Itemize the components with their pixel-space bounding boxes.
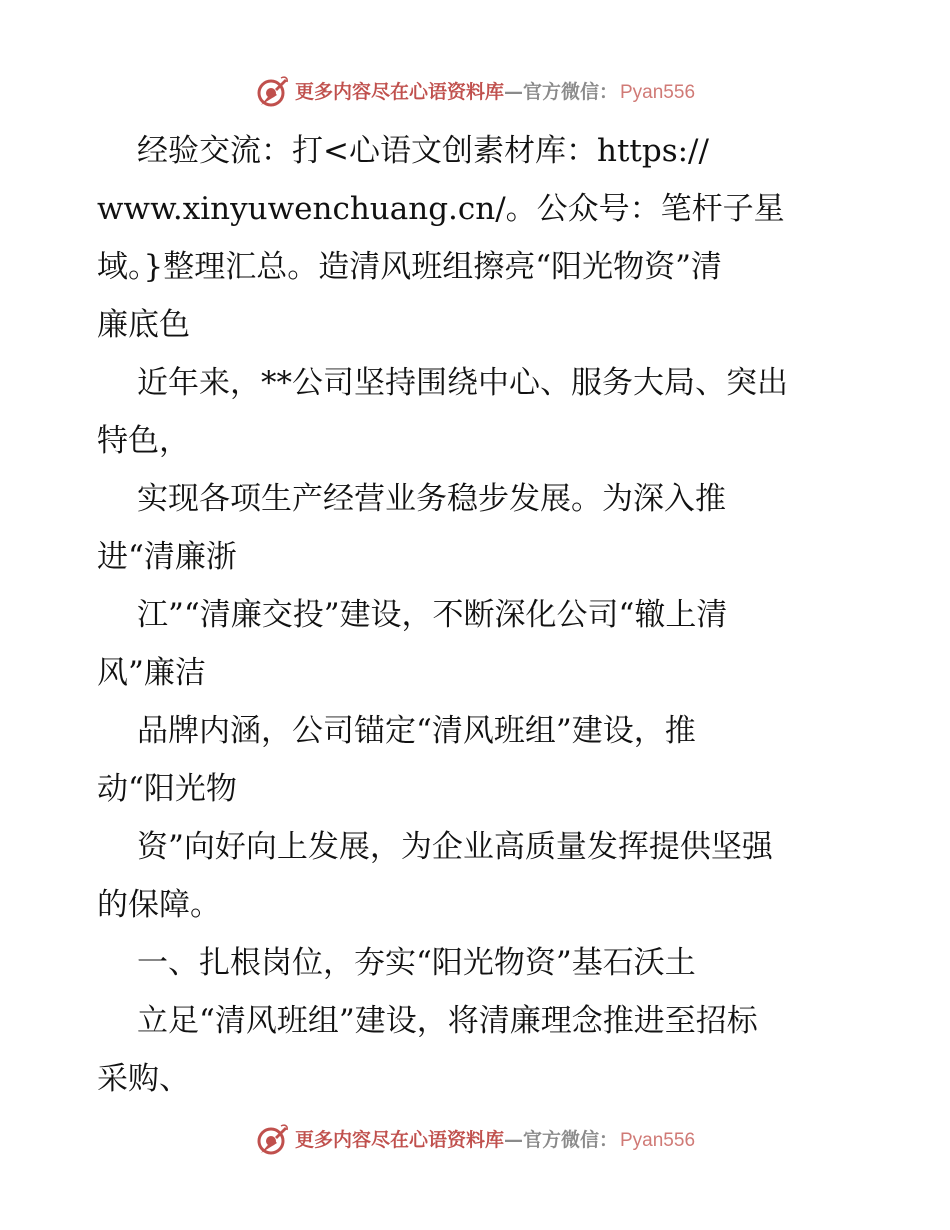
text-line: 廉底色 xyxy=(97,307,190,343)
footer-watermark xyxy=(0,1120,950,1160)
text-line: 的保障。 xyxy=(97,887,221,923)
text-line: 进“清廉浙 xyxy=(97,539,237,575)
watermark-text xyxy=(294,1128,696,1151)
watermark-main-text: 更多内容尽在心语资料库 xyxy=(294,1128,504,1151)
watermark-main-text: 更多内容尽在心语资料库 xyxy=(294,80,504,103)
header-watermark xyxy=(0,72,950,112)
text-line: 经验交流：打<心语文创素材库：https:// xyxy=(137,133,709,169)
text-line: 动“阳光物 xyxy=(97,771,237,807)
document-body xyxy=(97,122,857,1108)
watermark-wechat-id: Pyan556 xyxy=(620,81,696,103)
text-line: 风”廉洁 xyxy=(97,655,206,691)
watermark-text xyxy=(294,80,696,103)
watermark-official-label: 官方微信： xyxy=(522,80,618,103)
text-line: www.xinyuwenchuang.cn/。公众号：笔杆子星 xyxy=(97,191,785,227)
watermark-separator: — xyxy=(503,80,523,103)
text-line: 实现各项生产经营业务稳步发展。为深入推 xyxy=(137,481,726,517)
text-line: 江”“清廉交投”建设，不断深化公司“辙上清 xyxy=(137,597,728,633)
watermark-official-label: 官方微信： xyxy=(522,1128,618,1151)
text-line: 立足“清风班组”建设，将清廉理念推进至招标 xyxy=(137,1003,758,1039)
text-line: 近年来，**公司坚持围绕中心、服务大局、突出 xyxy=(137,365,788,401)
text-line: 特色， xyxy=(97,423,190,459)
text-line: 品牌内涵，公司锚定“清风班组”建设，推 xyxy=(137,713,696,749)
pen-logo-icon xyxy=(255,1123,289,1157)
text-line: 资”向好向上发展，为企业高质量发挥提供坚强 xyxy=(137,829,773,865)
text-line: 域。}整理汇总。造清风班组擦亮“阳光物资”清 xyxy=(97,249,722,285)
watermark-separator: — xyxy=(503,1128,523,1151)
text-line: 一、扎根岗位，夯实“阳光物资”基石沃土 xyxy=(137,945,696,981)
text-line: 采购、 xyxy=(97,1061,190,1097)
pen-logo-icon xyxy=(255,75,289,109)
watermark-wechat-id: Pyan556 xyxy=(620,1129,696,1151)
